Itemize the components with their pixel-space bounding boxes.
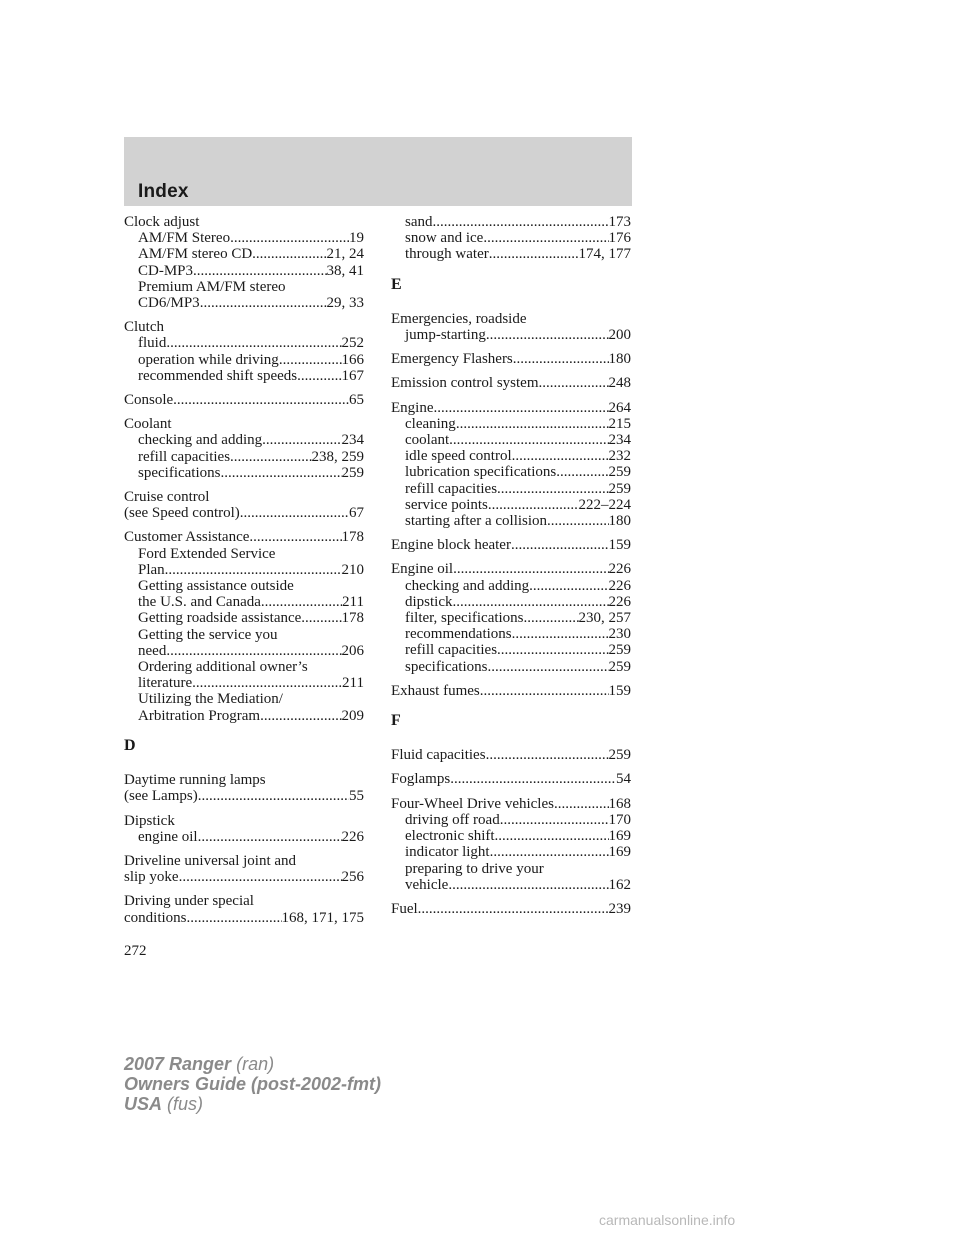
page-reference: 239 <box>608 900 631 917</box>
page-reference: 209 <box>341 707 364 724</box>
index-subentry <box>124 675 364 691</box>
leader-dots <box>260 708 341 724</box>
index-subentry <box>124 295 364 311</box>
leader-dots <box>173 392 349 408</box>
leader-dots <box>449 432 608 448</box>
leader-dots <box>497 481 608 497</box>
page-reference: 211 <box>342 675 364 692</box>
index-entry <box>391 901 631 917</box>
leader-dots <box>165 562 342 578</box>
index-entry-line <box>124 529 364 545</box>
page-reference: 248 <box>608 375 631 392</box>
index-entry <box>391 771 631 787</box>
section-header-bar <box>124 137 632 206</box>
page-reference: 259 <box>341 464 364 481</box>
index-term: Clock adjust <box>124 214 200 230</box>
page-reference: 210 <box>341 561 364 578</box>
leader-dots <box>547 513 608 529</box>
page-reference: 230, 257 <box>578 610 631 627</box>
index-entry-line <box>391 311 631 327</box>
leader-dots <box>418 901 609 917</box>
index-subentry <box>391 659 631 675</box>
index-term: the U.S. and Canada <box>138 594 261 611</box>
index-term: Engine oil <box>391 561 454 578</box>
index-entry <box>391 561 631 674</box>
index-term: refill capacities <box>138 448 231 465</box>
page-reference: 159 <box>608 537 631 554</box>
index-subentry <box>124 465 364 481</box>
leader-dots <box>193 263 326 279</box>
index-subentry <box>124 230 364 246</box>
leader-dots <box>489 246 579 262</box>
leader-dots <box>513 351 609 367</box>
leader-dots <box>297 368 341 384</box>
leader-dots <box>480 683 609 699</box>
index-term: indicator light <box>405 844 490 861</box>
index-term: Fluid capacities <box>391 747 486 764</box>
leader-dots <box>495 828 609 844</box>
index-subentry <box>391 610 631 626</box>
index-term: AM/FM Stereo <box>138 230 231 247</box>
index-entry-line <box>391 901 631 917</box>
index-subentry <box>124 691 364 707</box>
index-term: lubrication specifications <box>405 464 557 481</box>
index-entry-line <box>391 683 631 699</box>
index-term: snow and ice <box>405 230 484 247</box>
leader-dots <box>539 375 609 391</box>
index-term: checking and adding <box>405 577 530 594</box>
index-entry-line <box>124 505 364 521</box>
index-term: conditions <box>124 909 187 926</box>
index-subentry <box>391 828 631 844</box>
index-subentry <box>391 844 631 860</box>
index-entry-line <box>124 893 364 909</box>
footer-model: 2007 Ranger <box>124 1054 232 1074</box>
page-reference: 222–224 <box>578 496 631 513</box>
index-column-right <box>391 214 631 925</box>
footer-market-code: (fus) <box>167 1094 204 1114</box>
page-reference: 226 <box>608 593 631 610</box>
index-term: checking and adding <box>138 432 263 449</box>
page-reference: 159 <box>608 682 631 699</box>
index-term: Customer Assistance <box>124 529 250 546</box>
index-entry <box>124 772 364 804</box>
index-subentry <box>124 578 364 594</box>
index-subentry <box>124 708 364 724</box>
page-reference: 180 <box>608 351 631 368</box>
index-subentry <box>391 432 631 448</box>
index-entry <box>124 853 364 885</box>
index-term: Foglamps <box>391 771 451 788</box>
page-reference: 176 <box>608 230 631 247</box>
index-entry-line <box>124 214 364 230</box>
leader-dots <box>511 537 609 553</box>
index-subentry <box>391 626 631 642</box>
index-entry-line <box>124 788 364 804</box>
leader-dots <box>262 432 341 448</box>
index-subentry <box>124 352 364 368</box>
index-column-left <box>124 214 364 934</box>
leader-dots <box>554 796 609 812</box>
page-reference: 173 <box>608 214 631 230</box>
page-reference: 215 <box>608 415 631 432</box>
index-term: recommended shift speeds <box>138 367 298 384</box>
index-term: Cruise control <box>124 489 210 506</box>
index-term: starting after a collision <box>405 513 548 530</box>
index-subentry <box>124 627 364 643</box>
index-term: Dipstick <box>124 812 175 829</box>
page-number: 272 <box>124 943 147 959</box>
index-term: Getting the service you <box>138 626 278 643</box>
page-reference: 226 <box>608 577 631 594</box>
leader-dots <box>240 505 349 521</box>
index-subentry <box>124 562 364 578</box>
index-subentry <box>124 279 364 295</box>
leader-dots <box>261 594 342 610</box>
index-term: Console <box>124 392 174 409</box>
index-subentry <box>124 263 364 279</box>
page-reference: 252 <box>341 335 364 352</box>
index-term: specifications <box>405 658 488 675</box>
index-term: preparing to drive your <box>405 860 544 877</box>
index-term: Emergency Flashers <box>391 351 513 368</box>
index-term: refill capacities <box>405 480 498 497</box>
index-entry-line <box>124 853 364 869</box>
page-reference: 178 <box>341 610 364 627</box>
index-term: fluid <box>138 335 167 352</box>
page-reference: 168 <box>608 795 631 812</box>
leader-dots <box>230 230 349 246</box>
leader-dots <box>488 497 579 513</box>
index-entry <box>124 392 364 408</box>
index-entry <box>124 529 364 723</box>
index-entry-line <box>124 392 364 408</box>
index-term: Driving under special <box>124 893 254 910</box>
footer-guide-format: Owners Guide (post-2002-fmt) <box>124 1074 382 1094</box>
leader-dots <box>200 295 327 311</box>
index-entry-line <box>391 537 631 553</box>
page-reference: 38, 41 <box>326 262 364 279</box>
index-entry-line <box>391 351 631 367</box>
index-entry <box>124 813 364 845</box>
page-reference: 256 <box>341 869 364 886</box>
page-reference: 211 <box>342 594 364 611</box>
page-reference: 234 <box>608 432 631 449</box>
index-term: Daytime running lamps <box>124 772 266 789</box>
index-subentry <box>124 432 364 448</box>
index-entry-line <box>124 489 364 505</box>
page-reference: 19 <box>349 230 364 247</box>
index-term: Utilizing the Mediation/ <box>138 691 283 708</box>
index-term: filter, specifications <box>405 610 524 627</box>
index-term: Exhaust fumes <box>391 682 480 699</box>
page-reference: 200 <box>608 327 631 344</box>
index-entry <box>124 893 364 925</box>
index-subentry <box>391 246 631 262</box>
index-term: jump-starting <box>405 327 486 344</box>
leader-dots <box>220 465 341 481</box>
index-subentry <box>391 877 631 893</box>
index-term: idle speed control <box>405 448 512 465</box>
index-entry-line <box>124 319 364 335</box>
index-entry-line <box>391 375 631 391</box>
index-term: sand <box>405 214 433 230</box>
footer-model-code: (ran) <box>236 1054 275 1074</box>
page-reference: 259 <box>608 464 631 481</box>
index-term: operation while driving <box>138 351 279 368</box>
index-entry-line <box>124 813 364 829</box>
page-reference: 65 <box>349 392 364 409</box>
index-term: Four-Wheel Drive vehicles <box>391 795 554 812</box>
leader-dots <box>524 610 579 626</box>
index-letter-heading: F <box>391 712 401 730</box>
leader-dots <box>500 812 609 828</box>
index-term: Arbitration Program <box>138 707 261 724</box>
page-reference: 169 <box>608 828 631 845</box>
index-subentry <box>124 335 364 351</box>
leader-dots <box>198 829 342 845</box>
index-term: recommendations <box>405 626 512 643</box>
index-subentry <box>391 416 631 432</box>
index-subentry <box>391 642 631 658</box>
index-term: (see Speed control) <box>124 505 240 522</box>
index-entry-line <box>124 869 364 885</box>
index-subentry <box>391 448 631 464</box>
index-letter-heading: E <box>391 275 402 293</box>
index-term: slip yoke <box>124 869 179 886</box>
index-subentry <box>124 368 364 384</box>
index-subentry <box>391 861 631 877</box>
leader-dots <box>490 844 609 860</box>
index-subentry <box>391 481 631 497</box>
document-footer <box>124 1054 381 1114</box>
index-term: Engine block heater <box>391 537 511 554</box>
leader-dots <box>556 464 608 480</box>
index-entry-line <box>391 561 631 577</box>
page-reference: 230 <box>608 626 631 643</box>
index-entry <box>124 416 364 481</box>
index-term: CD-MP3 <box>138 262 194 279</box>
leader-dots <box>487 659 608 675</box>
index-subentry <box>391 513 631 529</box>
index-term: need <box>138 642 167 659</box>
leader-dots <box>453 561 608 577</box>
leader-dots <box>448 877 608 893</box>
leader-dots <box>486 327 609 343</box>
index-subentry <box>391 214 631 230</box>
page-reference: 166 <box>341 351 364 368</box>
footer-market: USA <box>124 1094 163 1114</box>
leader-dots <box>166 643 341 659</box>
leader-dots <box>230 449 311 465</box>
index-subentry <box>124 659 364 675</box>
leader-dots <box>450 771 616 787</box>
leader-dots <box>512 626 609 642</box>
page-reference: 259 <box>608 747 631 764</box>
leader-dots <box>252 246 326 262</box>
index-term: service points <box>405 496 488 513</box>
index-entry-line <box>391 796 631 812</box>
leader-dots <box>166 335 341 351</box>
index-term: engine oil <box>138 828 198 845</box>
page-reference: 206 <box>341 642 364 659</box>
index-term: driving off road <box>405 811 500 828</box>
index-subentry <box>391 497 631 513</box>
index-term: (see Lamps) <box>124 788 198 805</box>
page-reference: 168, 171, 175 <box>281 909 364 926</box>
leader-dots <box>187 910 282 926</box>
index-entry <box>391 747 631 763</box>
site-watermark: carmanualsonline.info <box>599 1212 736 1228</box>
index-letter-heading: D <box>124 736 136 754</box>
leader-dots <box>456 416 609 432</box>
leader-dots <box>512 448 609 464</box>
page-reference: 54 <box>616 771 631 788</box>
page-reference: 169 <box>608 844 631 861</box>
page-reference: 232 <box>608 448 631 465</box>
leader-dots <box>483 230 608 246</box>
index-term: Getting assistance outside <box>138 578 294 595</box>
page-reference: 67 <box>349 505 364 522</box>
page-reference: 259 <box>608 642 631 659</box>
section-title: Index <box>138 181 189 202</box>
index-term: Fuel <box>391 900 418 917</box>
index-subentry <box>124 449 364 465</box>
index-term: Engine <box>391 399 434 416</box>
index-entry <box>391 375 631 391</box>
index-subentry <box>124 546 364 562</box>
page-reference: 259 <box>608 480 631 497</box>
leader-dots <box>453 594 609 610</box>
index-subentry <box>391 578 631 594</box>
index-entry-line <box>391 400 631 416</box>
index-subentry <box>124 643 364 659</box>
index-term: specifications <box>138 464 221 481</box>
index-term: Getting roadside assistance <box>138 610 302 627</box>
leader-dots <box>192 675 342 691</box>
index-term: cleaning <box>405 415 456 432</box>
leader-dots <box>301 610 341 626</box>
index-term: coolant <box>405 432 450 449</box>
page-reference: 21, 24 <box>326 246 364 263</box>
index-term: Driveline universal joint and <box>124 852 297 869</box>
page-reference: 238, 259 <box>311 448 364 465</box>
index-term: literature <box>138 675 193 692</box>
index-entry <box>391 400 631 530</box>
index-subentry <box>391 812 631 828</box>
index-entry <box>124 489 364 521</box>
index-term: electronic shift <box>405 828 495 845</box>
leader-dots <box>497 642 608 658</box>
index-subentry <box>391 594 631 610</box>
index-subentry <box>391 230 631 246</box>
index-term: Emergencies, roadside <box>391 310 527 327</box>
leader-dots <box>198 788 349 804</box>
index-term: through water <box>405 246 489 263</box>
leader-dots <box>279 352 342 368</box>
leader-dots <box>486 747 609 763</box>
page-reference: 226 <box>608 561 631 578</box>
index-entry-line <box>124 416 364 432</box>
index-term: Emission control system <box>391 375 539 392</box>
leader-dots <box>179 869 342 885</box>
page-reference: 170 <box>608 811 631 828</box>
index-term: CD6/MP3 <box>138 295 200 312</box>
index-entry-line <box>124 910 364 926</box>
page-reference: 259 <box>608 658 631 675</box>
page-reference: 234 <box>341 432 364 449</box>
page-reference: 226 <box>341 828 364 845</box>
index-term: dipstick <box>405 593 453 610</box>
page-reference: 29, 33 <box>326 295 364 312</box>
index-subentry <box>391 327 631 343</box>
index-entry <box>124 214 364 311</box>
index-term: Plan <box>138 561 165 578</box>
index-term: AM/FM stereo CD <box>138 246 253 263</box>
index-entry-line <box>124 772 364 788</box>
page-reference: 55 <box>349 788 364 805</box>
page-reference: 162 <box>608 876 631 893</box>
page-reference: 174, 177 <box>578 246 631 263</box>
index-entry <box>391 351 631 367</box>
index-entry <box>391 537 631 553</box>
index-entry <box>391 214 631 263</box>
page-reference: 178 <box>341 529 364 546</box>
index-entry <box>391 311 631 343</box>
page-reference: 167 <box>341 367 364 384</box>
index-term: Clutch <box>124 319 164 336</box>
index-subentry <box>124 246 364 262</box>
page-reference: 264 <box>608 399 631 416</box>
leader-dots <box>529 578 608 594</box>
index-entry-line <box>391 771 631 787</box>
index-entry <box>124 319 364 384</box>
index-term: vehicle <box>405 876 449 893</box>
page-reference: 180 <box>608 513 631 530</box>
index-entry <box>391 683 631 699</box>
leader-dots <box>434 400 609 416</box>
index-subentry <box>124 610 364 626</box>
index-term: Premium AM/FM stereo <box>138 278 286 295</box>
index-entry <box>391 796 631 893</box>
index-subentry <box>124 829 364 845</box>
leader-dots <box>433 214 609 230</box>
index-subentry <box>124 594 364 610</box>
index-term: refill capacities <box>405 642 498 659</box>
index-term: Coolant <box>124 416 172 433</box>
index-subentry <box>391 464 631 480</box>
index-term: Ordering additional owner’s <box>138 659 308 676</box>
leader-dots <box>249 529 341 545</box>
index-term: Ford Extended Service <box>138 545 276 562</box>
index-entry-line <box>391 747 631 763</box>
